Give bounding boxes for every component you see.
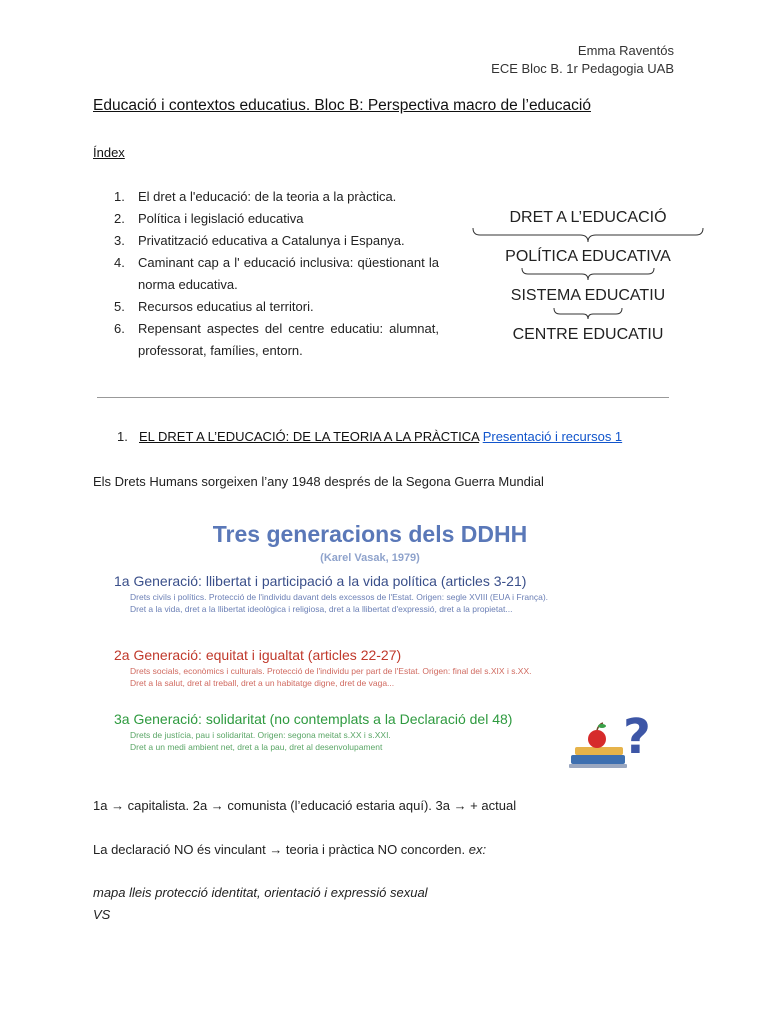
generation-1-text: Drets civils i polítics. Protecció de l'individu davant dels excessos de l'Estat. Origen: segle XVIII (EUA i França). Dret a la vida, dret a la llibertat ideològica i religiosa, dret a la llibertat d'expressió, dret a la propietat... [130, 592, 549, 614]
presentation-link[interactable]: Presentació i recursos 1 [482, 429, 623, 444]
index-item-text: El dret a l'educació: de la teoria a la pràctica. [138, 189, 397, 204]
generation-2-text: Drets socials, econòmics i culturals. Protecció de l'individu per part de l'Estat. Origen: final del s.XIX i s.XX. Dret a la salut, dret al treball, dret a un habitatge digne, dret de vaga... [130, 666, 532, 688]
books-apple-question-illustration [565, 709, 651, 769]
svg-text:?: ? [623, 709, 651, 765]
divider [97, 397, 669, 398]
list-item: 6. Repensant aspectes del centre educatiu: alumnat, professorat, famílies, entorn. [114, 318, 439, 362]
diagram-level-3: SISTEMA EDUCATIU [510, 287, 666, 304]
index-item-text: Caminant cap a l' educació inclusiva: qüestionant la norma educativa. [138, 255, 439, 292]
brace-icon [522, 268, 654, 280]
diagram-level-2: POLÍTICA EDUCATIVA [505, 248, 671, 265]
paragraph-example: mapa lleis protecció identitat, orientació i expressió sexual [93, 885, 428, 900]
index-item-text: Recursos educatius al territori. [138, 299, 314, 314]
infographic-title: Tres generacions dels DDHH [212, 521, 528, 547]
generation-3-heading: 3a Generació: solidaritat (no contemplats a la Declaració del 48) [114, 711, 513, 727]
index-item-text: Privatització educativa a Catalunya i Espanya. [138, 233, 405, 248]
paragraph-vs: VS [93, 907, 111, 922]
education-levels-diagram [470, 200, 706, 350]
section-title: EL DRET A L’EDUCACIÓ: DE LA TEORIA A LA PRÀCTICA [139, 429, 480, 444]
brace-icon [554, 308, 622, 319]
paragraph: 1a → capitalista. 2a → comunista (l’educació estaria aquí). 3a → + actual [93, 798, 517, 813]
brace-icon [473, 228, 703, 242]
apple-icon [588, 723, 606, 748]
list-item: 3. Privatització educativa a Catalunya i Espanya. [114, 230, 439, 252]
generation-1-heading: 1a Generació: llibertat i participació a la vida política (articles 3-21) [114, 573, 527, 589]
index-item-text: Repensant aspectes del centre educatiu: alumnat, professorat, famílies, entorn. [138, 321, 439, 358]
paragraph: Els Drets Humans sorgeixen l’any 1948 després de la Segona Guerra Mundial [93, 474, 544, 489]
infographic-subtitle: (Karel Vasak, 1979) [320, 552, 420, 564]
generation-3-text: Drets de justícia, pau i solidaritat. Origen: segona meitat s.XX i s.XXI. Dret a un medi ambient net, dret a la pau, dret al desenvolupament [130, 730, 391, 752]
list-item: 2. Política i legislació educativa [114, 208, 439, 230]
index-item-text: Política i legislació educativa [138, 211, 304, 226]
index-list [114, 186, 439, 362]
question-mark-icon [623, 709, 651, 765]
list-item: 1. El dret a l'educació: de la teoria a la pràctica. [114, 186, 439, 208]
course-name: ECE Bloc B. 1r Pedagogia UAB [491, 61, 674, 76]
diagram-level-4: CENTRE EDUCATIU [512, 326, 664, 343]
author-name: Emma Raventós [577, 43, 674, 58]
list-item: 5. Recursos educatius al territori. [114, 296, 439, 318]
generation-2-heading: 2a Generació: equitat i igualtat (articles 22-27) [114, 647, 402, 663]
section-heading: 1. EL DRET A L’EDUCACIÓ: DE LA TEORIA A LA PRÀCTICA Presentació i recursos 1 [117, 429, 623, 444]
paragraph: La declaració NO és vinculant → teoria i pràctica NO concorden. ex: [93, 842, 487, 857]
index-label: Índex [93, 145, 125, 160]
diagram-level-1: DRET A L’EDUCACIÓ [509, 209, 667, 226]
list-item: 4. Caminant cap a l' educació inclusiva: qüestionant la norma educativa. [114, 252, 439, 296]
ddhh-infographic [110, 515, 650, 773]
document-title: Educació i contextos educatius. Bloc B: Perspectiva macro de l’educació [93, 97, 591, 114]
books-icon [569, 747, 627, 768]
